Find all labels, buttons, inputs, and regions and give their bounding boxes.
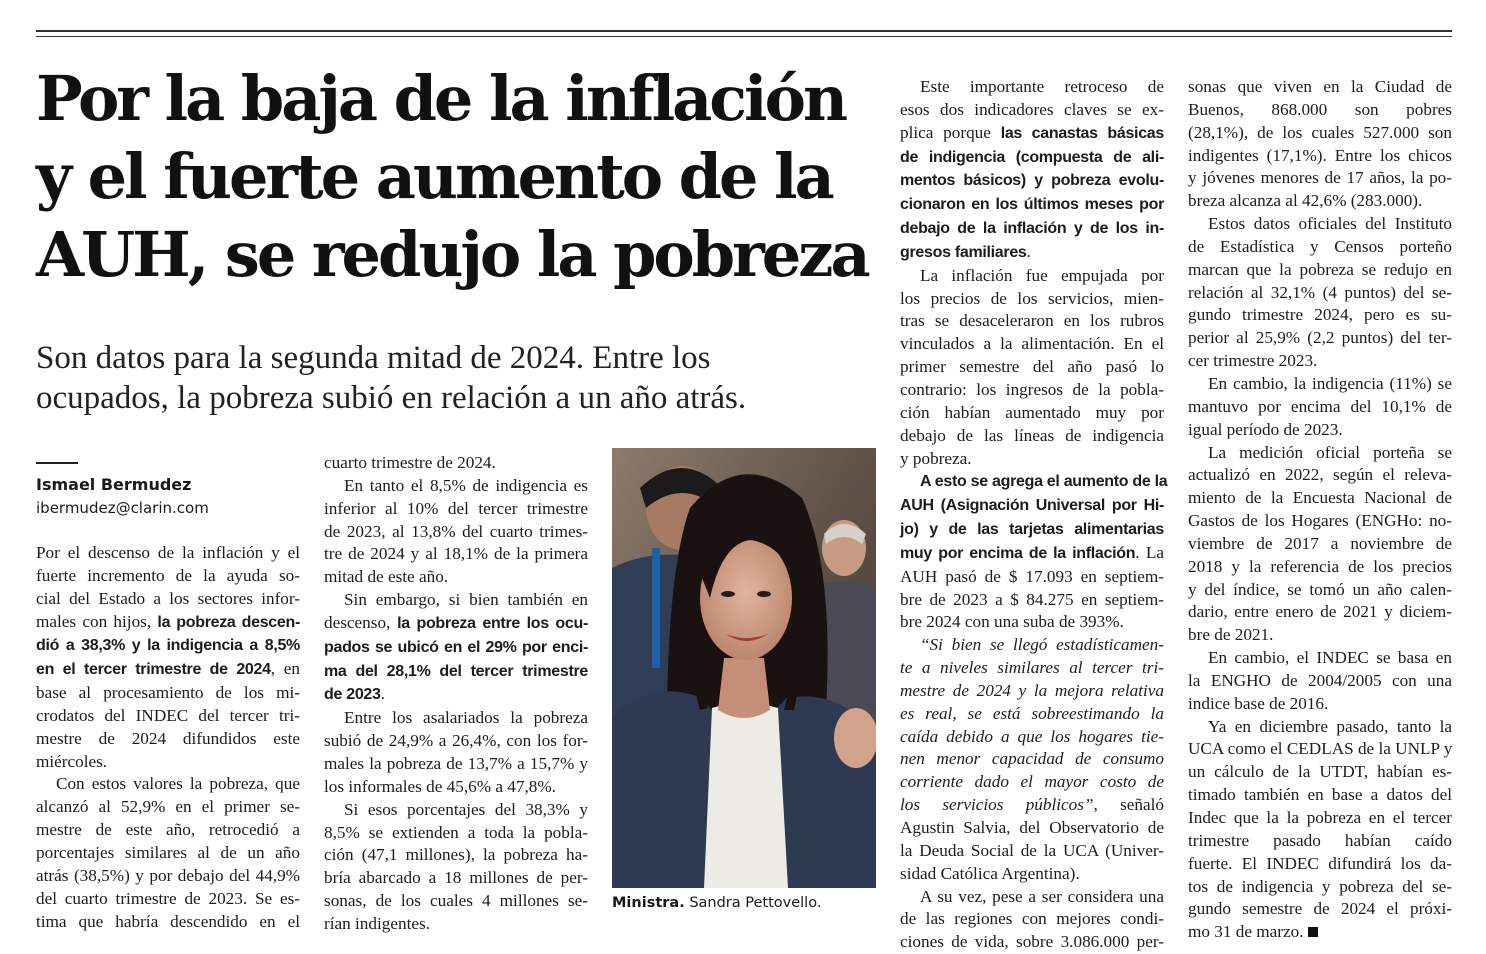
photo-sandra-pettovello bbox=[612, 448, 876, 888]
article-end-mark bbox=[1308, 927, 1318, 937]
article-text-line: mentos básicos) y pobreza evolu- bbox=[900, 172, 1164, 190]
article-text-line: es real, se está sobreestimando la bbox=[900, 703, 1164, 723]
article-text-line: mestre de este año, retrocedió a bbox=[36, 820, 300, 840]
article-text-line: Agustin Salvia, del Observatorio de bbox=[900, 818, 1164, 837]
article-text-line: la Deuda Social de la UCA (Univer- bbox=[900, 840, 1164, 860]
article-text-line: de Estadística y Censos porteño bbox=[1188, 236, 1452, 256]
article-text-line: descenso, la pobreza entre los ocu- bbox=[324, 612, 588, 632]
article-text-line: Por el descenso de la inflación y el bbox=[36, 543, 300, 562]
headline-line: AUH, se redujo la pobreza bbox=[36, 218, 868, 291]
article-text-line: la ENGHO de 2004/2005 con una bbox=[1188, 670, 1452, 690]
article-text-line: relación al 32,1% (4 puntos) del se- bbox=[1188, 282, 1452, 302]
article-text-line: sonas, de los cuales 4 millones se- bbox=[324, 891, 588, 911]
article-text-line: los precios de los servicios, mien- bbox=[900, 288, 1164, 308]
article-text-line: Estos datos oficiales del Instituto bbox=[1208, 214, 1452, 234]
article-text-line: bre de 2021. bbox=[1188, 625, 1274, 645]
article-text-line: Sin embargo, si bien también en bbox=[344, 590, 588, 610]
article-text-line: del cuarto trimestre de 2023. Se es- bbox=[36, 888, 300, 908]
headline-line: Por la baja de la inflación bbox=[36, 62, 846, 135]
article-text-line: mantuvo por encima del 10,1% de bbox=[1188, 396, 1452, 416]
portrait-illustration bbox=[612, 448, 876, 888]
article-text-line: AUH (Asignación Universal por Hi- bbox=[900, 497, 1164, 515]
article-text-line: En cambio, el INDEC se basa en bbox=[1208, 648, 1452, 668]
article-text-line: miércoles. bbox=[36, 751, 108, 771]
article-text-line: sonas que viven en la Ciudad de bbox=[1188, 77, 1452, 96]
article-column-2 bbox=[324, 452, 588, 936]
author-name: Ismael Bermudez bbox=[36, 475, 192, 494]
article-text-line: AUH pasó de $ 17.093 en septiem- bbox=[900, 566, 1164, 586]
article-text-line: Si esos porcentajes del 38,3% y bbox=[344, 799, 588, 819]
article-text-line: rían indigentes. bbox=[324, 913, 430, 933]
article-text-line: mo 31 de marzo. bbox=[1188, 921, 1452, 944]
article-text-line: dió a 38,3% y la indigencia a 8,5% bbox=[36, 637, 300, 655]
article-text-line: tre de 2024 y al 18,1% de la primera bbox=[324, 544, 588, 564]
article-text-line: 2018 y la referencia de los precios bbox=[1188, 556, 1452, 576]
article-text-line: En tanto el 8,5% de indigencia es bbox=[344, 475, 588, 495]
article-text-line: UCA como el CEDLAS de la UNLP y bbox=[1188, 739, 1453, 759]
article-text-line: te a niveles similares al tercer tri- bbox=[900, 658, 1164, 678]
article-text-line: tima que habría descendido en el bbox=[36, 911, 300, 931]
article-text-line: ma del 28,1% del tercer trimestre bbox=[324, 662, 588, 680]
article-text-line: timado también en base a datos del bbox=[1188, 785, 1452, 805]
headline bbox=[36, 60, 866, 294]
article-text-line: gundo semestre de 2024 el próxi- bbox=[1188, 899, 1452, 919]
article-text-line: (28,1%), de los cuales 527.000 son bbox=[1188, 122, 1452, 142]
article-text-line: La medición oficial porteña se bbox=[1208, 442, 1452, 462]
article-text-line: “Si bien se llegó estadísticamen- bbox=[920, 635, 1164, 655]
article-text-line: La inflación fue empujada por bbox=[920, 265, 1164, 285]
subheadline bbox=[36, 338, 866, 418]
article-text-line: alcanzó al 52,9% en el primer se- bbox=[36, 797, 300, 817]
article-text-line: de 2023, al 13,8% del cuarto trimes- bbox=[324, 521, 588, 541]
article-text-line: bre 2024 con una suba de 393%. bbox=[900, 612, 1124, 632]
article-text-line: Indec que la la pobreza en el tercer bbox=[1188, 808, 1452, 827]
article-text-line: de 2023. bbox=[324, 684, 385, 704]
article-text-line: breza alcanza al 42,6% (283.000). bbox=[1188, 191, 1423, 211]
subheadline-line: Son datos para la segunda mitad de 2024. Entre los bbox=[36, 340, 711, 376]
article-text-line: mitad de este año. bbox=[324, 567, 449, 587]
article-text-line: indice base de 2016. bbox=[1188, 693, 1329, 713]
article-text-line: primer semestre del año pasó lo bbox=[900, 357, 1164, 377]
article-text-line: contrario: los ingresos de la pobla- bbox=[900, 379, 1164, 399]
article-text-line: dario, entre enero de 2021 y diciem- bbox=[1188, 602, 1452, 622]
article-text-line: mestre de 2024 y la mejora relativa bbox=[900, 680, 1164, 700]
article-text-line: Buenos, 868.000 son pobres bbox=[1188, 99, 1452, 119]
article-text-line: base al procesamiento de los mi- bbox=[36, 683, 300, 703]
article-text-line: un cálculo de la UTDT, habían es- bbox=[1188, 762, 1452, 782]
article-text-line: los servicios públicos”, señaló bbox=[900, 795, 1164, 815]
article-text-line: ción (47,1 millones), la pobreza ha- bbox=[324, 845, 588, 865]
photo-caption bbox=[612, 893, 876, 913]
article-text-line: de las regiones con mejores condi- bbox=[900, 909, 1164, 929]
article-text-line: gresos familiares. bbox=[900, 241, 1031, 261]
article-text-line: inferior al 10% del tercer trimestre bbox=[324, 498, 588, 518]
article-column-4 bbox=[1188, 76, 1452, 944]
byline-rule bbox=[36, 462, 78, 464]
article-text-line: plica porque las canastas básicas bbox=[900, 122, 1164, 142]
article-text-line: Este importante retroceso de bbox=[920, 77, 1164, 96]
article-text-line: pados se ubicó en el 29% por enci- bbox=[324, 638, 588, 656]
article-text-line: muy por encima de la inflación. La bbox=[900, 542, 1164, 562]
article-text-line: A esto se agrega el aumento de la bbox=[920, 473, 1168, 491]
article-text-line: marcan que la pobreza se redujo en bbox=[1188, 259, 1452, 279]
article-text-line: fuerte. El INDEC difundirá los da- bbox=[1188, 853, 1452, 873]
article-text-line: trimestre pasado habían caído bbox=[1188, 830, 1452, 850]
top-rule-thin bbox=[36, 36, 1452, 37]
article-text-line: y del índice, se tomó un año calen- bbox=[1188, 579, 1452, 599]
article-text-line: males con hijos, la pobreza descen- bbox=[36, 611, 300, 631]
article-text-line: caída debido a que los hogares tie- bbox=[900, 726, 1164, 746]
article-text-line: actualizó en 2022, según el releva- bbox=[1188, 465, 1452, 485]
article-text-line: cionaron en los últimos meses por bbox=[900, 196, 1164, 214]
article-text-line: tras se desaceleraron en los rubros bbox=[900, 311, 1164, 331]
article-text-line: subió de 24,9% a 26,4%, con los for- bbox=[324, 731, 588, 751]
article-column-3 bbox=[900, 76, 1168, 954]
article-text-line: Gastos de los Hogares (ENGHo: no- bbox=[1188, 511, 1452, 531]
headline-line: y el fuerte aumento de la bbox=[36, 140, 832, 213]
article-text-line: ciones de vida, sobre 3.086.000 per- bbox=[900, 932, 1164, 952]
article-text-line: debajo de la inflación y de los in- bbox=[900, 220, 1164, 238]
article-text-line: Ya en diciembre pasado, tanto la bbox=[1208, 716, 1452, 736]
article-column-1 bbox=[36, 542, 300, 933]
caption-lead: Ministra. bbox=[612, 895, 685, 911]
article-text-line: indigentes (17,1%). Entre los chicos bbox=[1188, 145, 1452, 165]
subheadline-line: ocupados, la pobreza subió en relación a un año atrás. bbox=[36, 380, 747, 416]
article-text-line: corriente dado el mayor costo de bbox=[900, 772, 1164, 792]
article-text-line: viembre de 2017 a noviembre de bbox=[1188, 533, 1452, 553]
article-text-line: jo) y de las tarjetas alimentarias bbox=[900, 521, 1164, 539]
top-rule bbox=[36, 30, 1452, 32]
article-text-line: males la pobreza de 13,7% a 15,7% y bbox=[324, 753, 588, 773]
article-text-line: atrás (38,5%) y por debajo del 44,9% bbox=[36, 865, 300, 885]
article-text-line: fuerte incremento de la ayuda so- bbox=[36, 565, 300, 585]
article-text-line: sidad Católica Argentina). bbox=[900, 863, 1080, 883]
article-text-line: nen menor capacidad de consumo bbox=[900, 749, 1164, 769]
article-text-line: cuarto trimestre de 2024. bbox=[324, 453, 496, 472]
article-text-line: y pobreza. bbox=[900, 448, 972, 468]
article-text-line: cial del Estado a los sectores infor- bbox=[36, 588, 300, 608]
article-text-line: vinculados a la alimentación. En el bbox=[900, 334, 1164, 354]
article-text-line: porcentajes similares al de un año bbox=[36, 842, 300, 862]
article-text-line: ción habían aumentado muy por bbox=[900, 402, 1164, 422]
article-text-line: cer trimestre 2023. bbox=[1188, 351, 1318, 371]
article-text-line: Entre los asalariados la pobreza bbox=[344, 708, 588, 728]
article-text-line: Con estos valores la pobreza, que bbox=[56, 774, 300, 794]
article-text-line: mestre de 2024 difundidos este bbox=[36, 728, 300, 748]
article-text-line: esos dos indicadores claves se ex- bbox=[900, 99, 1164, 119]
article-text-line: En cambio, la indigencia (11%) se bbox=[1208, 373, 1452, 393]
article-text-line: tos de indigencia y pobreza del se- bbox=[1188, 876, 1452, 896]
article-text-line: miento de la Encuesta Nacional de bbox=[1188, 488, 1452, 508]
article-text-line: bre de 2023 a $ 84.275 en septiem- bbox=[900, 589, 1164, 609]
author-email[interactable]: ibermudez@clarin.com bbox=[36, 499, 209, 517]
article-text-line: los informales de 45,6% a 47,8%. bbox=[324, 776, 556, 796]
article-text-line: A su vez, pese a ser considera una bbox=[920, 886, 1164, 906]
article-text-line: igual período de 2023. bbox=[1188, 419, 1343, 439]
article-text-line: debajo de las líneas de indigencia bbox=[900, 425, 1164, 445]
article-text-line: gundo trimestre 2024, pero es su- bbox=[1188, 305, 1452, 325]
article-text-line: perior al 25,9% (2,2 puntos) del ter- bbox=[1188, 328, 1452, 348]
caption-text: Sandra Pettovello. bbox=[689, 895, 822, 911]
article-text-line: crodatos del INDEC del tercer tri- bbox=[36, 705, 300, 725]
article-text-line: bría abarcado a 18 millones de per- bbox=[324, 868, 588, 888]
article-text-line: de indigencia (compuesta de ali- bbox=[900, 148, 1164, 166]
article-text-line: y jóvenes menores de 17 años, la po- bbox=[1188, 168, 1452, 188]
article-text-line: 8,5% se extienden a toda la pobla- bbox=[324, 822, 588, 842]
article-text-line: en el tercer trimestre de 2024, en bbox=[36, 659, 300, 679]
